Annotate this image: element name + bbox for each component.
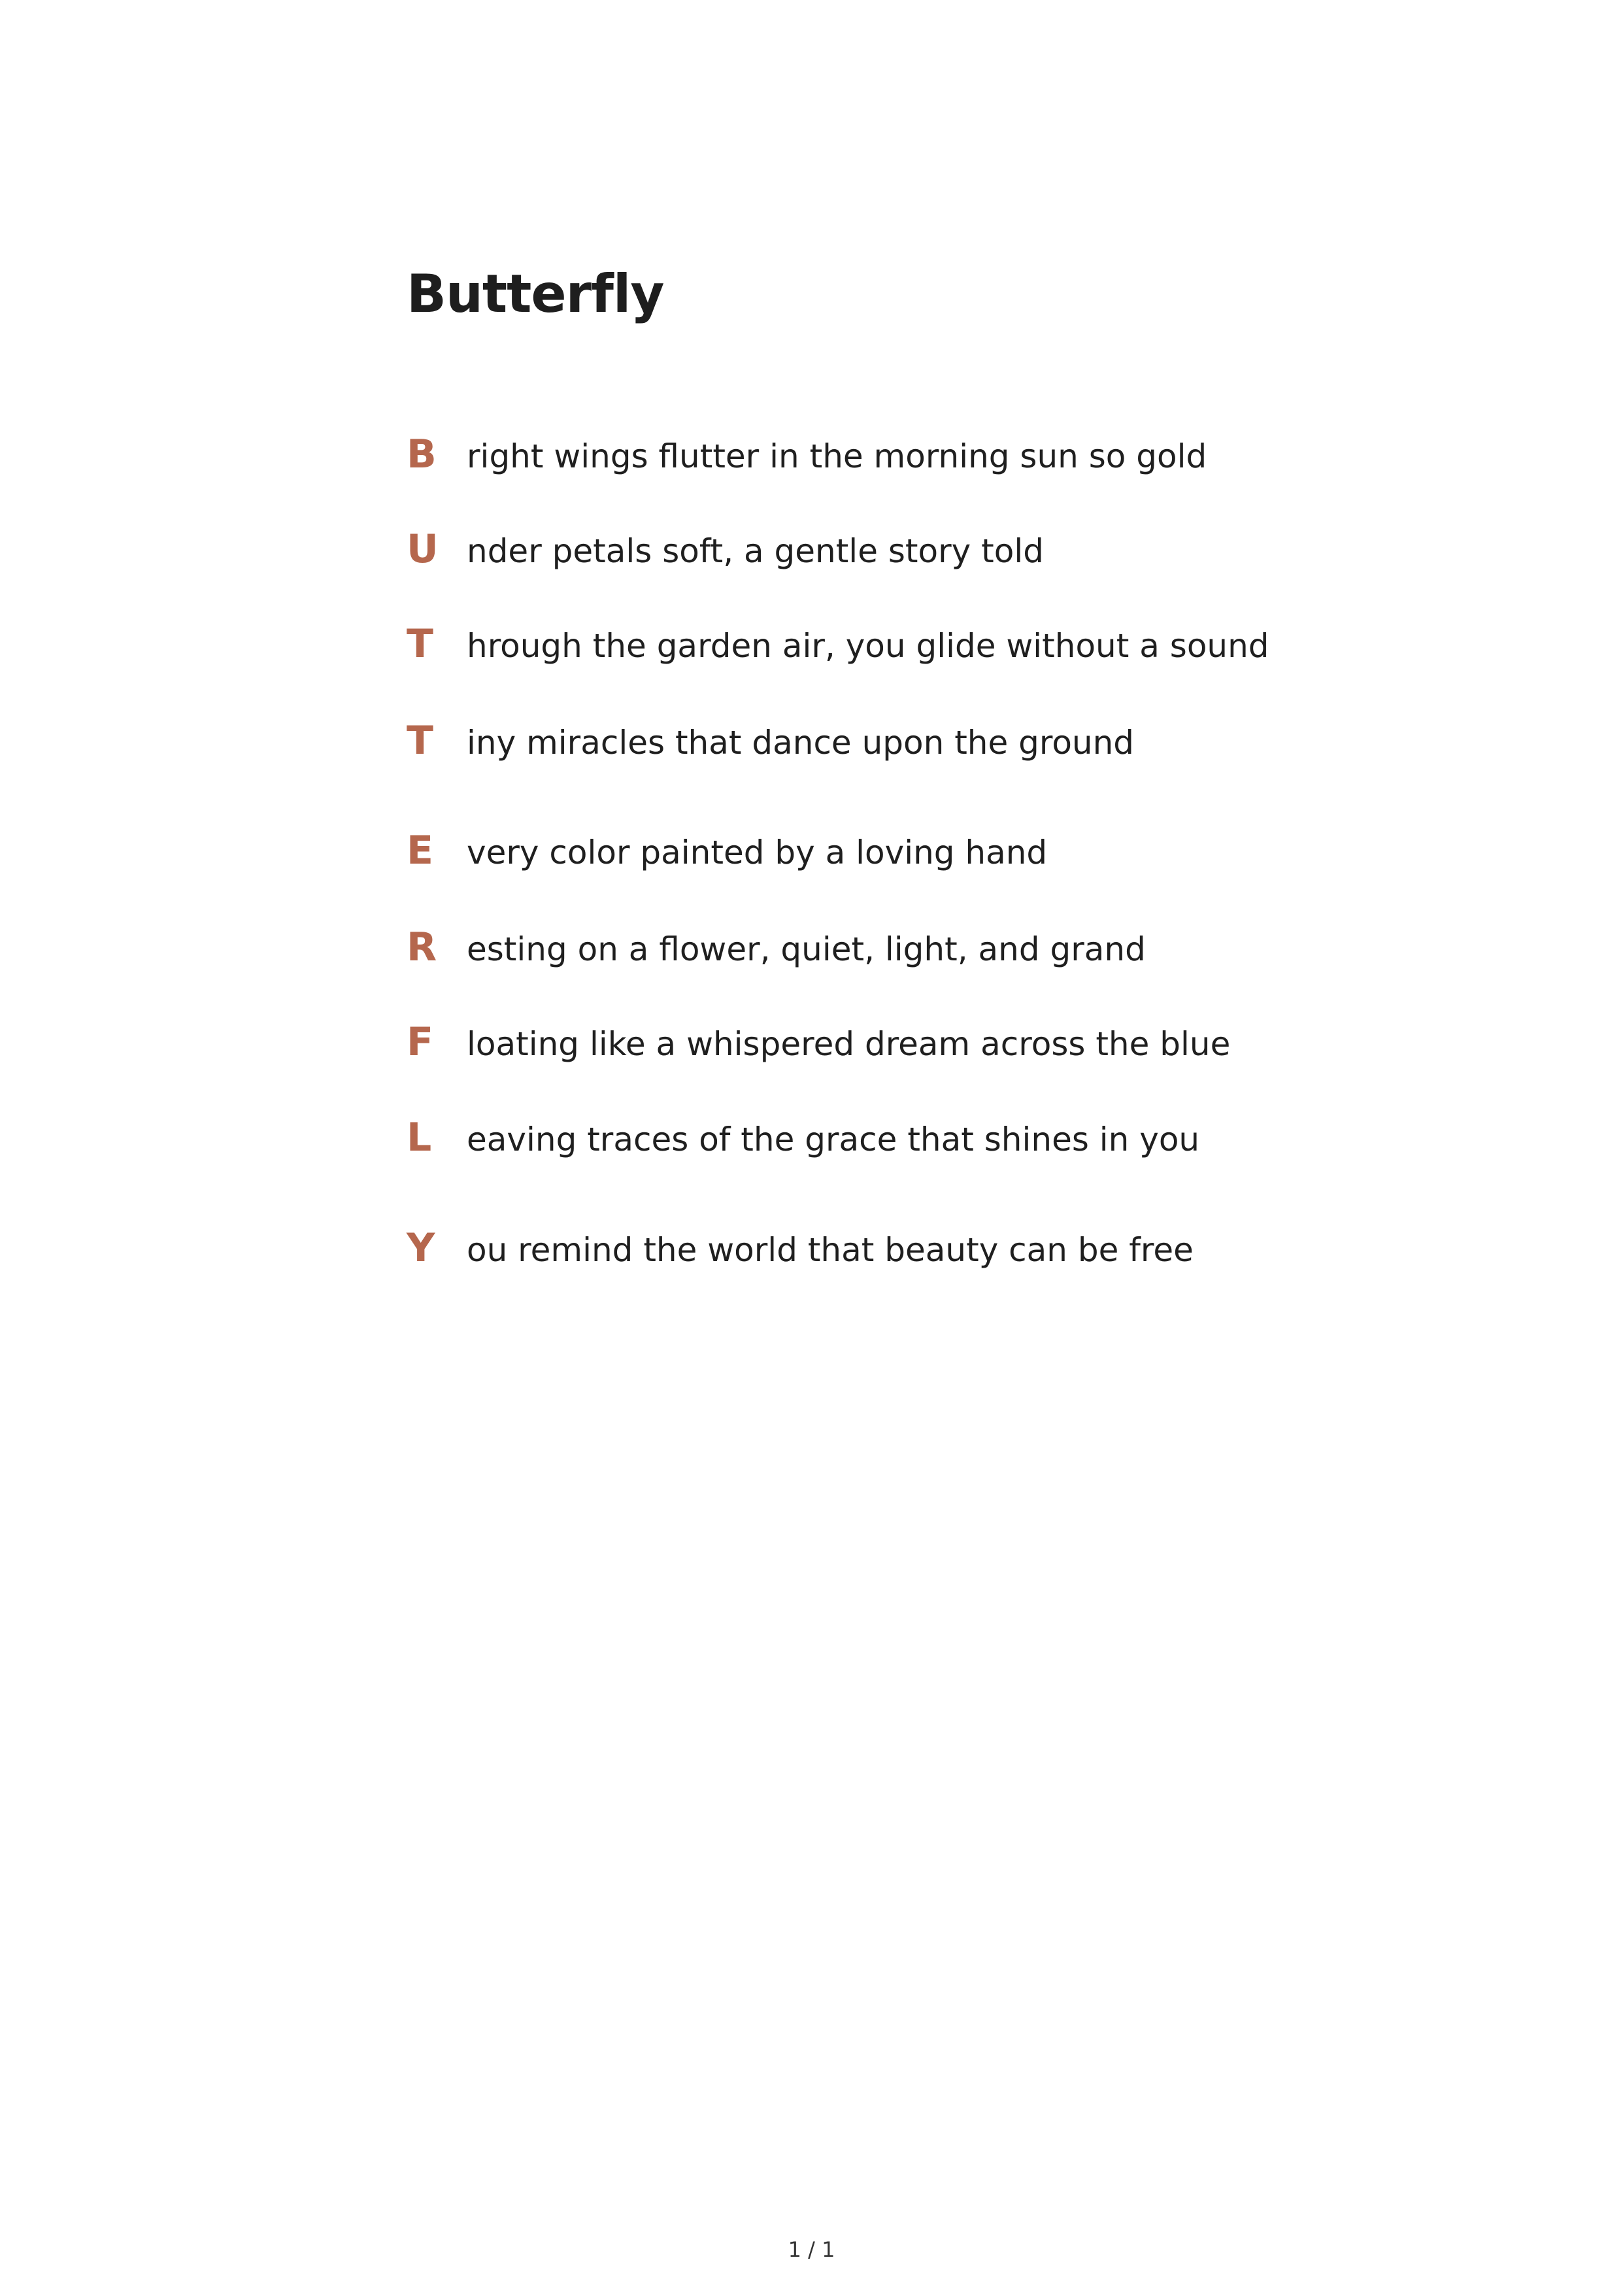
line-text: right wings flutter in the morning sun so gold xyxy=(467,437,1207,475)
poem-line xyxy=(407,1019,1230,1078)
line-initial: T xyxy=(407,621,433,667)
poem-line xyxy=(407,526,1044,585)
line-initial: R xyxy=(407,924,437,970)
poem-line xyxy=(407,431,1207,490)
poem-line xyxy=(407,621,1269,680)
line-initial: F xyxy=(407,1019,433,1065)
line-text: nder petals soft, a gentle story told xyxy=(467,532,1044,570)
line-initial: U xyxy=(407,526,439,572)
poem-line xyxy=(407,718,1134,777)
line-initial: Y xyxy=(407,1225,435,1271)
poem-line xyxy=(407,1225,1194,1284)
page-number: 1 / 1 xyxy=(788,2237,835,2262)
poem-line xyxy=(407,1115,1199,1173)
line-text: eaving traces of the grace that shines in you xyxy=(467,1121,1200,1158)
line-initial: E xyxy=(407,828,433,873)
line-initial: T xyxy=(407,718,433,764)
acrostic-poem xyxy=(407,262,1387,1271)
line-text: esting on a flower, quiet, light, and grand xyxy=(467,930,1146,968)
line-initial: L xyxy=(407,1115,432,1160)
poem-line xyxy=(407,924,1146,983)
poem-title: Butterfly xyxy=(407,263,664,324)
line-text: iny miracles that dance upon the ground xyxy=(467,724,1135,762)
line-text: loating like a whispered dream across the blue xyxy=(467,1025,1231,1063)
line-text: very color painted by a loving hand xyxy=(467,834,1048,871)
line-initial: B xyxy=(407,431,437,477)
poem-line xyxy=(407,828,1047,886)
line-text: hrough the garden air, you glide without a sound xyxy=(467,627,1269,665)
line-text: ou remind the world that beauty can be free xyxy=(467,1231,1194,1269)
